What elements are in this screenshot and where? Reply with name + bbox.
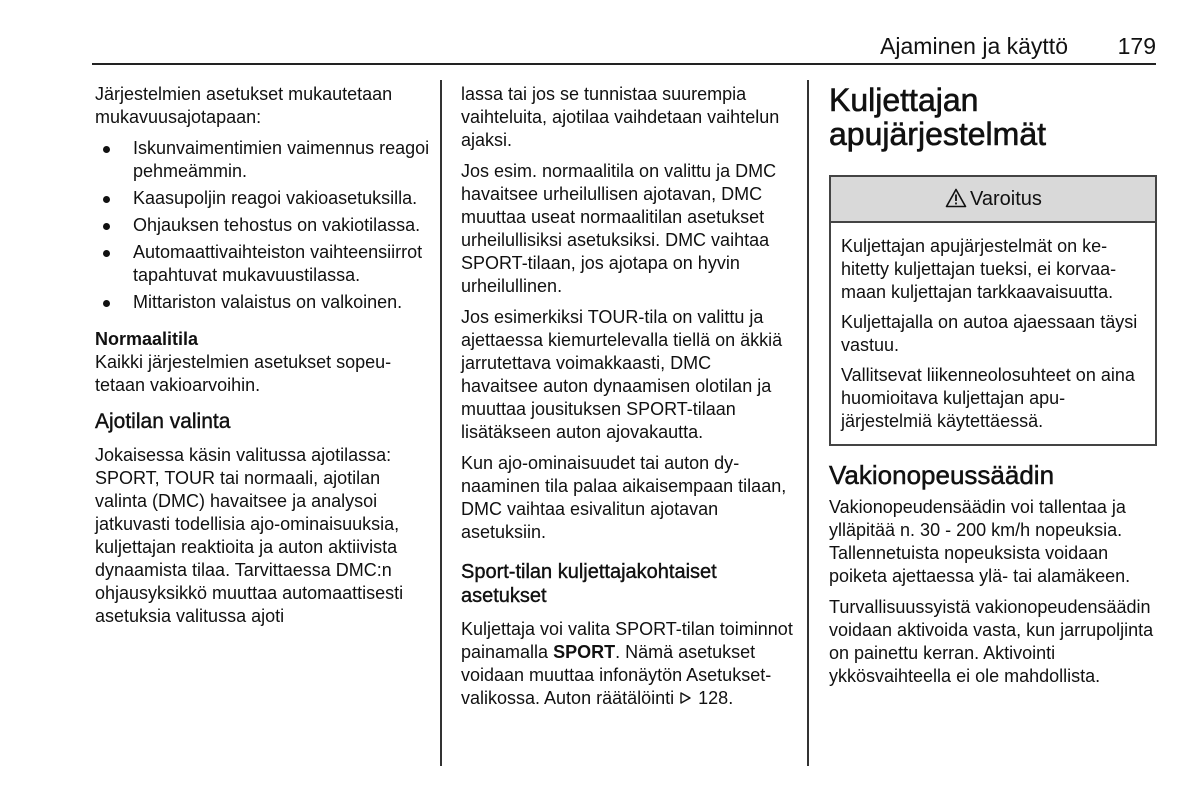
page-reference-link[interactable]: 128 bbox=[698, 688, 729, 708]
sport-button-label: SPORT bbox=[553, 642, 616, 662]
sport-text-end: . bbox=[728, 688, 734, 708]
column-divider-2 bbox=[807, 80, 809, 766]
list-item: Ohjauksen tehostus on vakiotilassa. bbox=[95, 214, 430, 237]
warning-paragraph: Vallitsevat liikenneolosuhteet on aina huomioitava kuljettajan apujärjestelmiä käytettäessä. bbox=[841, 365, 1135, 431]
section-title: Kuljettajan apujärjestelmät bbox=[829, 82, 1046, 152]
page-number: 179 bbox=[1117, 33, 1156, 59]
list-item: Mittariston valaistus on valkoinen. bbox=[95, 291, 430, 314]
warning-paragraph: Kuljettajan apujärjestelmät on kehitetty kuljettajan tueksi, ei korvaamaan kuljettajan tarkkaavaisuutta. bbox=[841, 236, 1117, 302]
column-3 bbox=[829, 83, 1157, 696]
page-reference-icon bbox=[679, 691, 693, 705]
warning-body bbox=[831, 223, 1155, 444]
list-item: Kaasupoljin reagoi vakioasetuksilla. bbox=[95, 187, 430, 210]
paragraph: lassa tai jos se tunnistaa suurempia vaihteluita, ajotilaa vaihdetaan vaihtelun ajaksi. bbox=[461, 84, 780, 150]
cruise-control-paragraph: Vakionopeudensäädin voi tallentaa ja ylläpitää n. 30 - 200 km/h nopeuksia. Tallennetuista nopeuksista voidaan poiketa ajettaessa ylä- tai alamäkeen. bbox=[829, 497, 1131, 586]
drive-mode-paragraph: Jokaisessa käsin valitussa ajotilassa: SPORT, TOUR tai normaali, ajotilan valinta (DMC) havaitsee ja analysoi jatkuvasti todellisia ajo-ominaisuuksia, kuljettajan reaktioita ja auton aktiivista dynaamista tilaa. Tarvittaessa DMC:n ohjausyksikkö muuttaa automaattisesti asetuksia valitussa ajoti bbox=[95, 445, 404, 626]
normal-mode-paragraph: Kaikki järjestelmien asetukset sopeutetaan vakioarvoihin. bbox=[95, 352, 392, 395]
list-item: Iskunvaimentimien vaimennus reagoi pehmeämmin. bbox=[95, 137, 430, 183]
cruise-control-heading: Vakionopeussäädin bbox=[829, 460, 1055, 490]
column-divider-1 bbox=[440, 80, 442, 766]
comfort-settings-list bbox=[95, 137, 430, 314]
cruise-control-paragraph: Turvallisuussyistä vakionopeudensäädin voidaan aktivoida vasta, kun jarrupoljinta on painettu kerran. Aktivointi ykkösvaihteella ei ole mahdollista. bbox=[829, 597, 1154, 686]
header-rule bbox=[92, 63, 1156, 65]
warning-paragraph: Kuljettajalla on autoa ajaessaan täysi vastuu. bbox=[841, 312, 1138, 355]
sport-text-start: Kuljettaja voi valita SPORT-tilan toiminnot painamalla bbox=[461, 619, 793, 662]
list-item: Automaattivaihteiston vaihteensiirrot tapahtuvat mukavuustilassa. bbox=[95, 241, 430, 287]
warning-triangle-icon bbox=[944, 187, 968, 209]
paragraph: Jos esimerkiksi TOUR-tila on valittu ja ajettaessa kiemurtelevalla tiellä on äkkiä jarrutettava voimakkaasti, DMC havaitsee auton dynaamisen olotilan ja muuttaa jousituksen SPORT-tilaan lisätäkseen auton ajovakautta. bbox=[461, 307, 783, 442]
column-2 bbox=[461, 83, 793, 718]
warning-box bbox=[829, 175, 1157, 446]
warning-header bbox=[831, 177, 1155, 223]
sport-settings-heading: Sport-tilan kuljettajakohtaiset asetukset bbox=[461, 561, 717, 607]
drive-mode-heading: Ajotilan valinta bbox=[95, 410, 231, 433]
column-1 bbox=[95, 83, 430, 636]
intro-paragraph: Järjestelmien asetukset mukautetaan mukavuusajotapaan: bbox=[95, 84, 393, 127]
sport-settings-paragraph bbox=[461, 618, 793, 710]
paragraph: Jos esim. normaalitila on valittu ja DMC havaitsee urheilullisen ajotavan, DMC muuttaa useat normaalitilan asetukset urheilullisiksi asetuksiksi. DMC vaihtaa SPORT-tilaan, jos ajotapa on hyvin urheilullinen. bbox=[461, 161, 777, 296]
chapter-title: Ajaminen ja käyttö bbox=[880, 33, 1068, 59]
sport-text-middle: . Nämä asetukset voidaan muuttaa infonäytön Asetukset-valikossa. Auton räätälöinti bbox=[461, 642, 772, 708]
normal-mode-heading: Normaalitila bbox=[95, 329, 199, 349]
paragraph: Kun ajo-ominaisuudet tai auton dynaaminen tila palaa aikaisempaan tilaan, DMC vaihtaa esivalitun ajotavan asetuksiin. bbox=[461, 453, 787, 542]
warning-label: Varoitus bbox=[970, 187, 1042, 210]
